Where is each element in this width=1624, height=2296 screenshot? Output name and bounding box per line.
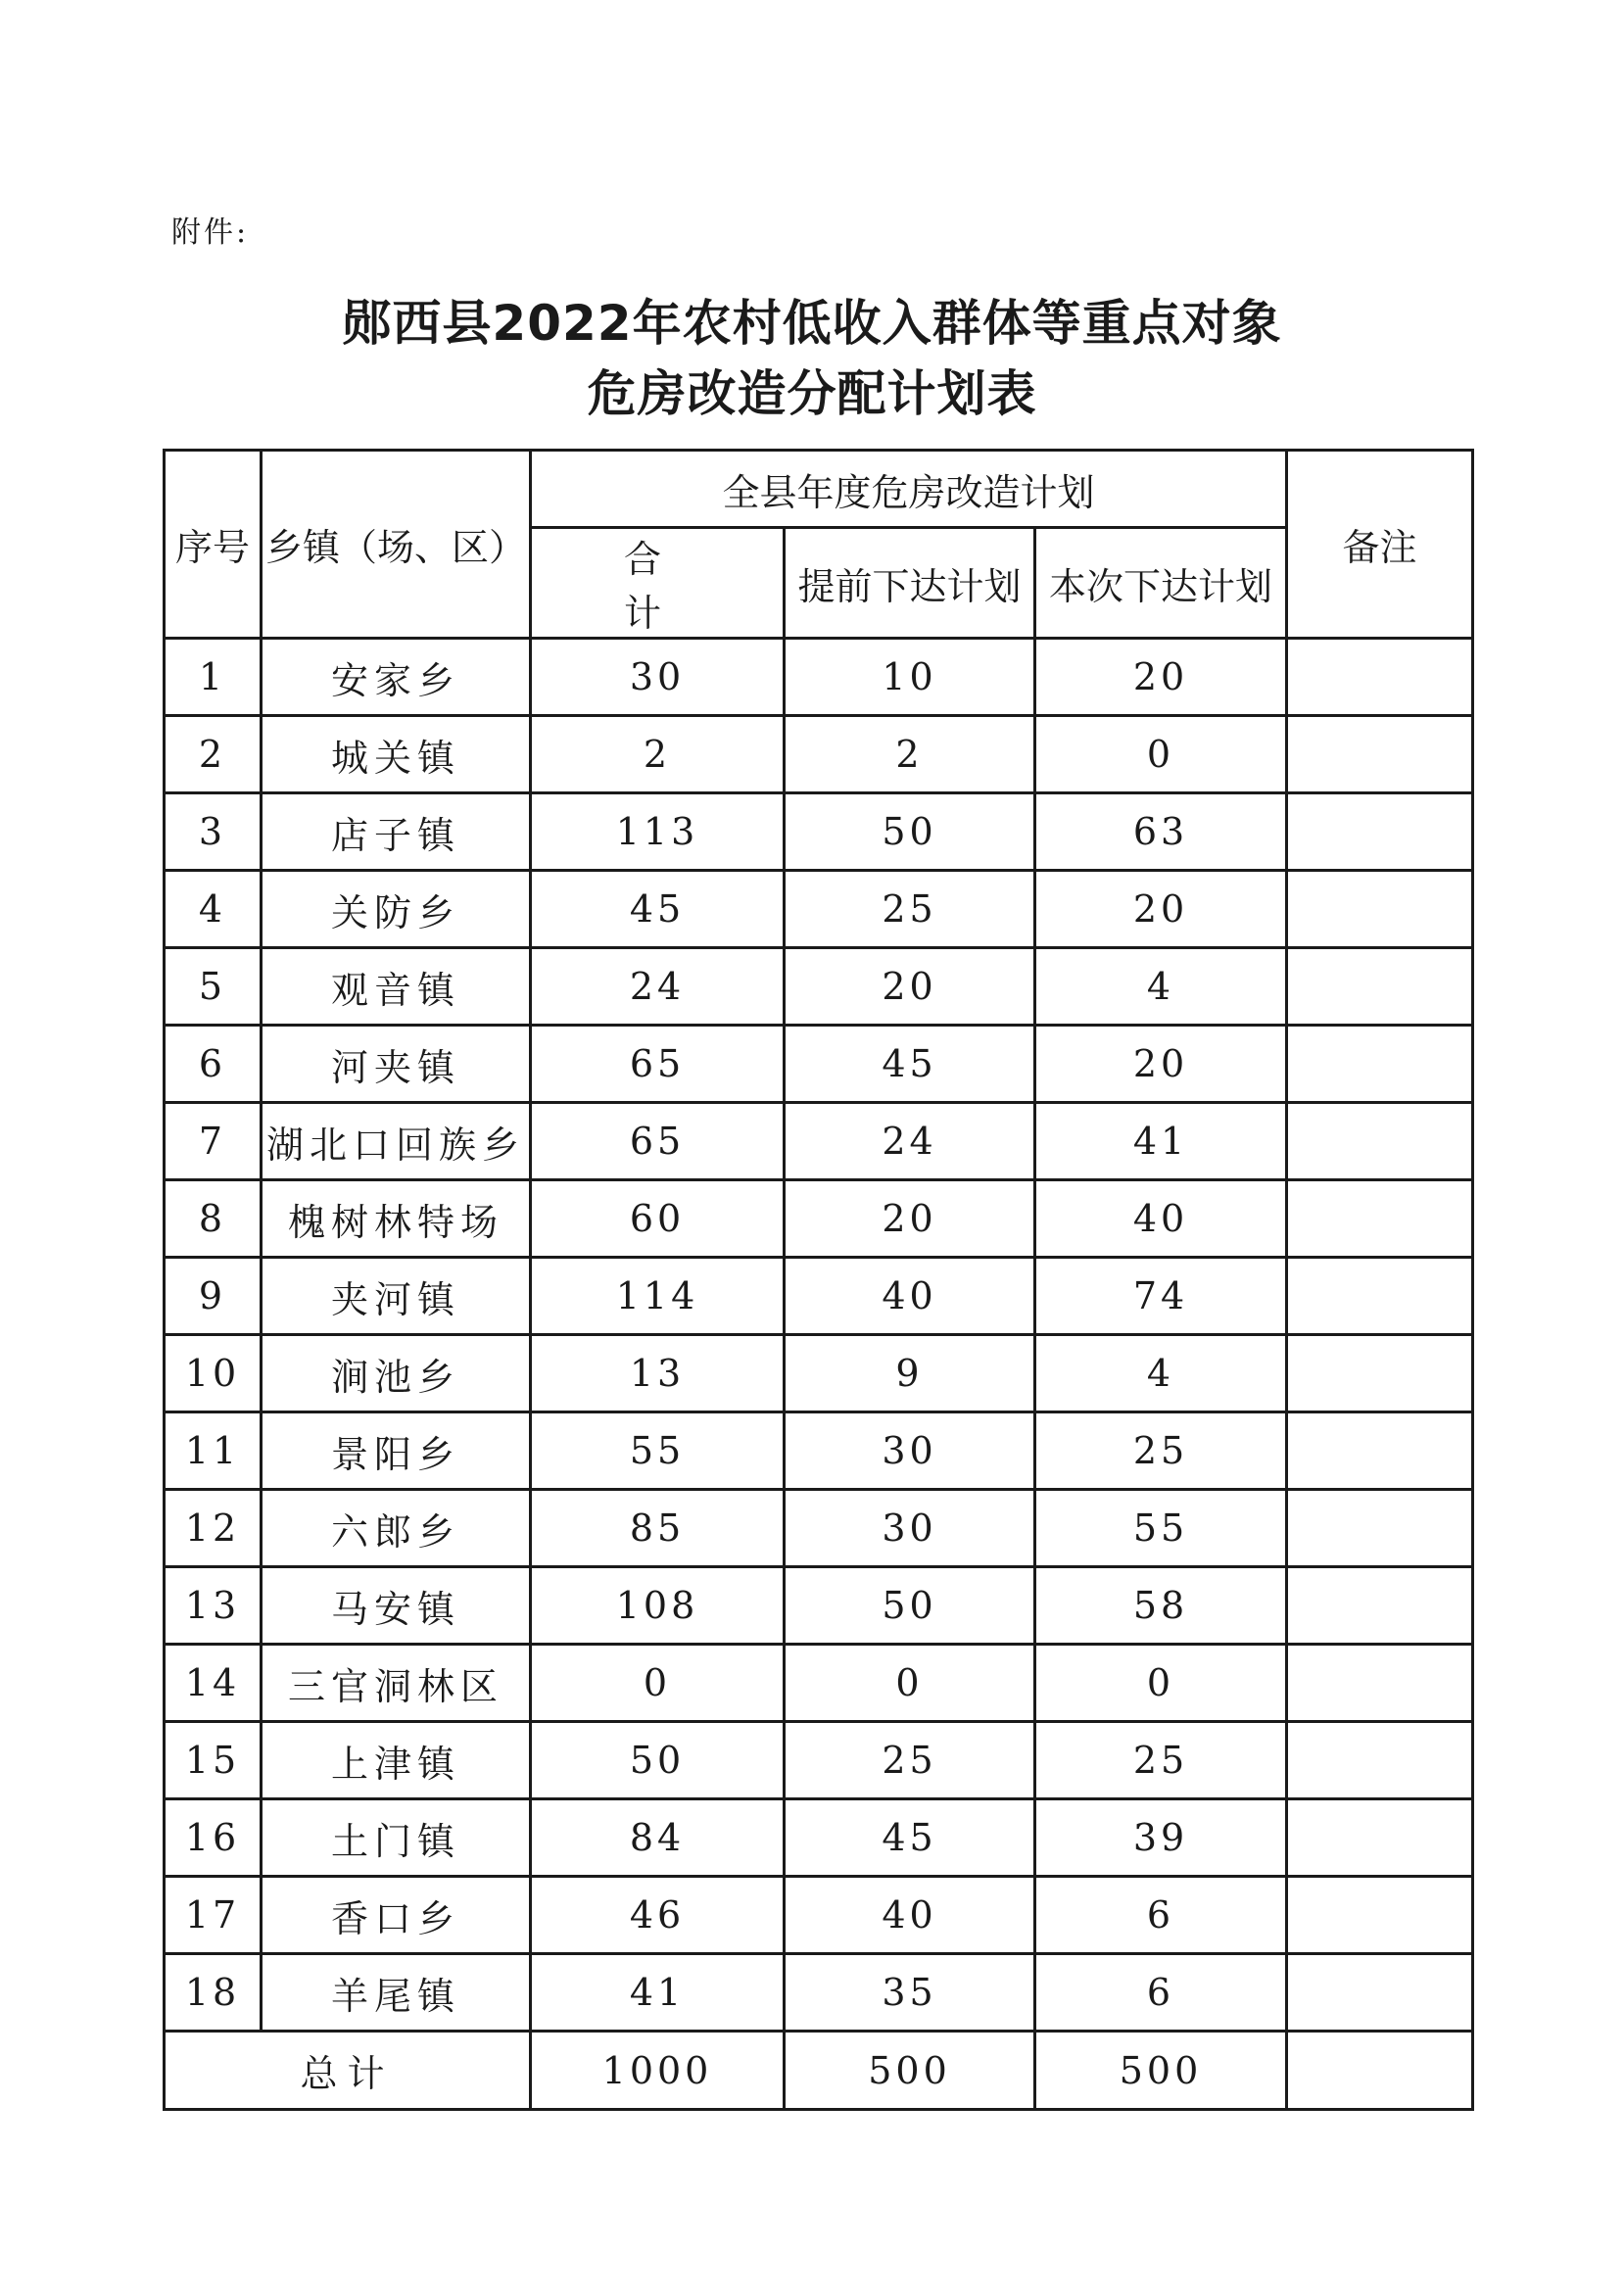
cell-seq: 4 — [165, 871, 262, 948]
cell-remark — [1287, 716, 1473, 793]
cell-remark — [1287, 871, 1473, 948]
cell-town: 夹河镇 — [262, 1258, 531, 1335]
cell-advance: 35 — [785, 1954, 1035, 2032]
cell-total: 2 — [531, 716, 785, 793]
cell-total: 46 — [531, 1877, 785, 1954]
cell-total: 113 — [531, 793, 785, 871]
cell-seq: 16 — [165, 1799, 262, 1877]
cell-seq: 12 — [165, 1490, 262, 1567]
cell-town: 湖北口回族乡 — [262, 1103, 531, 1180]
cell-town: 马安镇 — [262, 1567, 531, 1645]
cell-seq: 13 — [165, 1567, 262, 1645]
cell-current: 0 — [1035, 1645, 1287, 1722]
cell-seq: 1 — [165, 639, 262, 716]
cell-remark — [1287, 1877, 1473, 1954]
cell-remark — [1287, 1103, 1473, 1180]
cell-remark — [1287, 1180, 1473, 1258]
table-row — [165, 1412, 1473, 1490]
cell-advance: 2 — [785, 716, 1035, 793]
cell-town: 上津镇 — [262, 1722, 531, 1799]
table-row — [165, 1026, 1473, 1103]
table-row — [165, 1335, 1473, 1412]
cell-total: 24 — [531, 948, 785, 1026]
cell-advance: 45 — [785, 1799, 1035, 1877]
cell-remark — [1287, 793, 1473, 871]
cell-seq: 8 — [165, 1180, 262, 1258]
cell-current: 40 — [1035, 1180, 1287, 1258]
header-town: 乡镇（场、区） — [262, 451, 531, 639]
cell-remark — [1287, 1026, 1473, 1103]
cell-current: 63 — [1035, 793, 1287, 871]
cell-advance: 20 — [785, 948, 1035, 1026]
grand-total-current: 500 — [1035, 2032, 1287, 2110]
cell-seq: 10 — [165, 1335, 262, 1412]
header-advance: 提前下达计划 — [785, 528, 1035, 639]
cell-town: 香口乡 — [262, 1877, 531, 1954]
cell-seq: 14 — [165, 1645, 262, 1722]
cell-town: 景阳乡 — [262, 1412, 531, 1490]
cell-seq: 18 — [165, 1954, 262, 2032]
table-row — [165, 1567, 1473, 1645]
cell-remark — [1287, 948, 1473, 1026]
cell-total: 108 — [531, 1567, 785, 1645]
grand-total-remark — [1287, 2032, 1473, 2110]
table-row — [165, 716, 1473, 793]
cell-total: 41 — [531, 1954, 785, 2032]
header-row-top — [165, 451, 1473, 528]
cell-advance: 45 — [785, 1026, 1035, 1103]
cell-current: 20 — [1035, 871, 1287, 948]
header-current: 本次下达计划 — [1035, 528, 1287, 639]
cell-seq: 3 — [165, 793, 262, 871]
allocation-table — [163, 449, 1474, 2111]
cell-advance: 50 — [785, 793, 1035, 871]
cell-advance: 25 — [785, 871, 1035, 948]
cell-advance: 25 — [785, 1722, 1035, 1799]
cell-current: 4 — [1035, 1335, 1287, 1412]
table-row — [165, 1103, 1473, 1180]
header-seq: 序号 — [165, 451, 262, 639]
table-row — [165, 1645, 1473, 1722]
cell-town: 城关镇 — [262, 716, 531, 793]
cell-total: 60 — [531, 1180, 785, 1258]
cell-total: 85 — [531, 1490, 785, 1567]
cell-advance: 0 — [785, 1645, 1035, 1722]
cell-current: 25 — [1035, 1722, 1287, 1799]
cell-advance: 40 — [785, 1877, 1035, 1954]
cell-town: 土门镇 — [262, 1799, 531, 1877]
cell-remark — [1287, 1722, 1473, 1799]
cell-remark — [1287, 1335, 1473, 1412]
cell-seq: 5 — [165, 948, 262, 1026]
cell-town: 三官洞林区 — [262, 1645, 531, 1722]
cell-town: 涧池乡 — [262, 1335, 531, 1412]
table-row — [165, 1722, 1473, 1799]
cell-current: 41 — [1035, 1103, 1287, 1180]
table-row — [165, 1490, 1473, 1567]
cell-seq: 9 — [165, 1258, 262, 1335]
cell-current: 0 — [1035, 716, 1287, 793]
cell-seq: 11 — [165, 1412, 262, 1490]
cell-seq: 7 — [165, 1103, 262, 1180]
cell-remark — [1287, 1412, 1473, 1490]
grand-total-row — [165, 2032, 1473, 2110]
cell-remark — [1287, 1490, 1473, 1567]
cell-current: 6 — [1035, 1954, 1287, 2032]
document-title-line2: 危房改造分配计划表 — [587, 365, 1037, 422]
table-body — [165, 639, 1473, 2032]
cell-seq: 17 — [165, 1877, 262, 1954]
table-row — [165, 871, 1473, 948]
cell-town: 河夹镇 — [262, 1026, 531, 1103]
cell-current: 39 — [1035, 1799, 1287, 1877]
cell-current: 55 — [1035, 1490, 1287, 1567]
cell-total: 65 — [531, 1103, 785, 1180]
table-row — [165, 1180, 1473, 1258]
cell-advance: 10 — [785, 639, 1035, 716]
cell-town: 店子镇 — [262, 793, 531, 871]
grand-total-label: 总计 — [165, 2032, 531, 2110]
cell-advance: 30 — [785, 1490, 1035, 1567]
cell-town: 关防乡 — [262, 871, 531, 948]
cell-advance: 30 — [785, 1412, 1035, 1490]
cell-town: 羊尾镇 — [262, 1954, 531, 2032]
table-row — [165, 1258, 1473, 1335]
table-row — [165, 1954, 1473, 2032]
cell-total: 55 — [531, 1412, 785, 1490]
cell-town: 六郎乡 — [262, 1490, 531, 1567]
cell-total: 0 — [531, 1645, 785, 1722]
cell-advance: 9 — [785, 1335, 1035, 1412]
grand-total-advance: 500 — [785, 2032, 1035, 2110]
cell-seq: 2 — [165, 716, 262, 793]
header-remark: 备注 — [1287, 451, 1473, 639]
table-row — [165, 793, 1473, 871]
document-title-line1: 郧西县2022年农村低收入群体等重点对象 — [342, 295, 1282, 352]
header-total: 合 计 — [531, 528, 785, 639]
table-row — [165, 639, 1473, 716]
cell-town: 观音镇 — [262, 948, 531, 1026]
cell-advance: 20 — [785, 1180, 1035, 1258]
cell-advance: 40 — [785, 1258, 1035, 1335]
cell-total: 30 — [531, 639, 785, 716]
cell-town: 槐树林特场 — [262, 1180, 531, 1258]
cell-total: 84 — [531, 1799, 785, 1877]
cell-seq: 15 — [165, 1722, 262, 1799]
cell-total: 50 — [531, 1722, 785, 1799]
attachment-label: 附件: — [171, 215, 250, 250]
cell-remark — [1287, 1799, 1473, 1877]
table-row — [165, 1799, 1473, 1877]
cell-town: 安家乡 — [262, 639, 531, 716]
cell-current: 6 — [1035, 1877, 1287, 1954]
cell-seq: 6 — [165, 1026, 262, 1103]
cell-current: 20 — [1035, 639, 1287, 716]
cell-remark — [1287, 1954, 1473, 2032]
cell-total: 45 — [531, 871, 785, 948]
cell-remark — [1287, 1258, 1473, 1335]
cell-remark — [1287, 639, 1473, 716]
table-row — [165, 1877, 1473, 1954]
cell-current: 74 — [1035, 1258, 1287, 1335]
cell-current: 4 — [1035, 948, 1287, 1026]
cell-advance: 24 — [785, 1103, 1035, 1180]
grand-total-sum: 1000 — [531, 2032, 785, 2110]
cell-remark — [1287, 1567, 1473, 1645]
cell-current: 20 — [1035, 1026, 1287, 1103]
cell-total: 13 — [531, 1335, 785, 1412]
cell-remark — [1287, 1645, 1473, 1722]
header-plan-group: 全县年度危房改造计划 — [531, 451, 1287, 528]
cell-advance: 50 — [785, 1567, 1035, 1645]
cell-current: 58 — [1035, 1567, 1287, 1645]
cell-current: 25 — [1035, 1412, 1287, 1490]
table-row — [165, 948, 1473, 1026]
cell-total: 65 — [531, 1026, 785, 1103]
cell-total: 114 — [531, 1258, 785, 1335]
